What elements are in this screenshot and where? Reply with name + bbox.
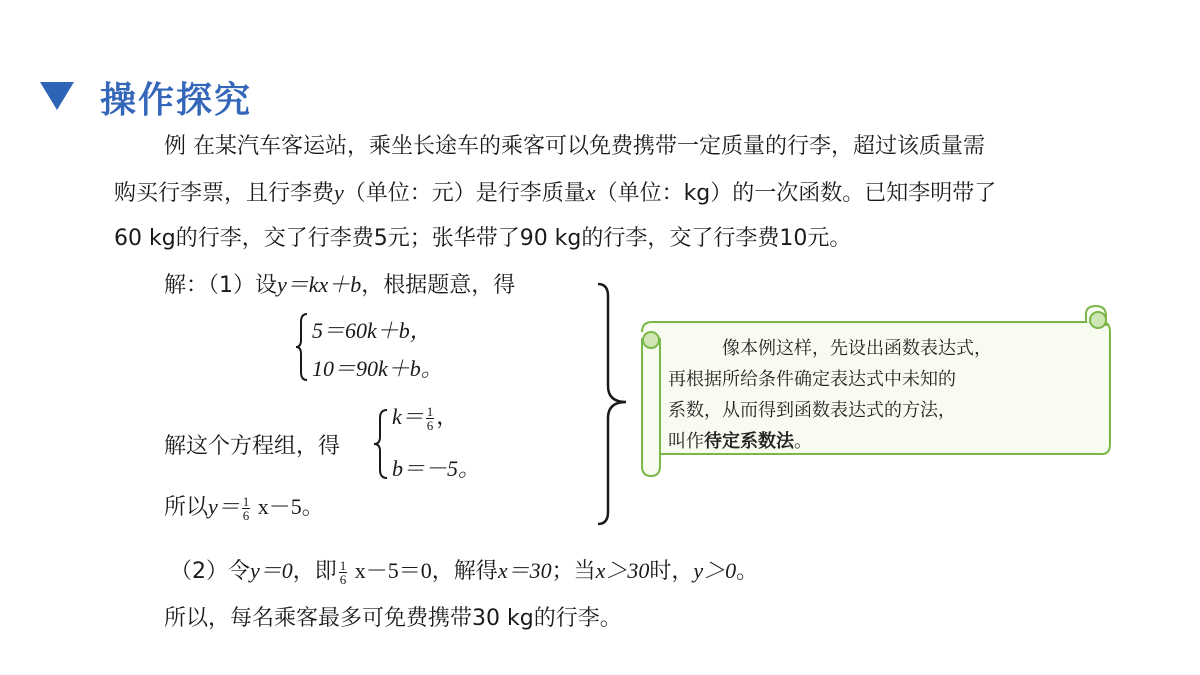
step-text: ，根据题意，得: [361, 273, 516, 298]
k-lhs: k＝: [392, 404, 424, 429]
fraction: [242, 495, 251, 522]
problem-text: 购买行李票，且行李费: [114, 181, 335, 206]
step-text: ；当: [551, 559, 596, 584]
numerator: 1: [242, 493, 250, 509]
note-line-3: 系数，从而得到函数表达式的方法，: [668, 400, 956, 421]
formula: x＞30: [595, 558, 650, 583]
note-text: 叫作: [668, 431, 704, 452]
problem-line-3: 60 kg的行李，交了行李费5元；张华带了90 kg的行李，交了行李费10元。: [114, 226, 852, 251]
note-line-1: 像本例这样，先设出函数表达式，: [722, 338, 992, 359]
system-brace: [294, 312, 310, 382]
step-text: 时，: [649, 559, 694, 584]
solution-brace: [372, 408, 390, 480]
numerator: 1: [426, 403, 434, 419]
denominator: 6: [339, 571, 347, 587]
b-value: b＝－5。: [392, 456, 481, 481]
result-tail: x－5。: [252, 494, 324, 519]
formula: x＝30: [497, 558, 552, 583]
formula: y＝kx＋b: [277, 272, 362, 297]
k-value: [392, 400, 458, 432]
solution-step-2: [170, 554, 758, 586]
problem-line-1: 例 在某汽车客运站，乘坐长途车的乘客可以免费携带一定质量的行李，超过该质量需: [164, 134, 985, 159]
formula: y＝0: [250, 558, 293, 583]
numerator: 1: [339, 557, 347, 573]
formula: y＞0: [693, 558, 737, 583]
section-title: 操作探究: [100, 80, 253, 121]
var-y: y: [334, 180, 344, 205]
step-label: （2）令: [170, 559, 250, 584]
system-equation-2: 10＝90k＋b。: [312, 356, 443, 381]
fraction: [426, 405, 435, 432]
solve-label: 解这个方程组，得: [164, 434, 341, 459]
section-marker-icon: [40, 82, 74, 110]
step-label: 解：（1）设: [164, 273, 277, 298]
solution-step-1: [164, 262, 515, 309]
result-y: y＝: [208, 494, 240, 519]
problem-text: （单位：kg）的一次函数。已知李明带了: [595, 181, 997, 206]
note-term: 待定系数法: [704, 431, 794, 452]
note-line-2: 再根据所给条件确定表达式中未知的: [668, 369, 956, 390]
formula: x－5＝0: [349, 558, 432, 583]
large-brace: [596, 282, 632, 528]
result-prefix: 所以: [164, 495, 209, 520]
note-line-4: [668, 426, 812, 457]
step-text: ，即: [292, 559, 337, 584]
step-text: ，解得: [431, 559, 498, 584]
note-text: 。: [794, 431, 812, 452]
step-text: 。: [736, 559, 759, 584]
denominator: 6: [242, 507, 250, 523]
conclusion: 所以，每名乘客最多可免费携带30 kg的行李。: [164, 606, 622, 631]
system-equation-1: 5＝60k＋b，: [312, 318, 432, 343]
fraction: [339, 559, 348, 586]
punct: ，: [436, 405, 459, 430]
denominator: 6: [426, 417, 434, 433]
problem-line-2: [114, 170, 996, 217]
problem-text: （单位：元）是行李质量: [343, 181, 586, 206]
result-line: [164, 490, 324, 522]
var-x: x: [585, 180, 596, 205]
